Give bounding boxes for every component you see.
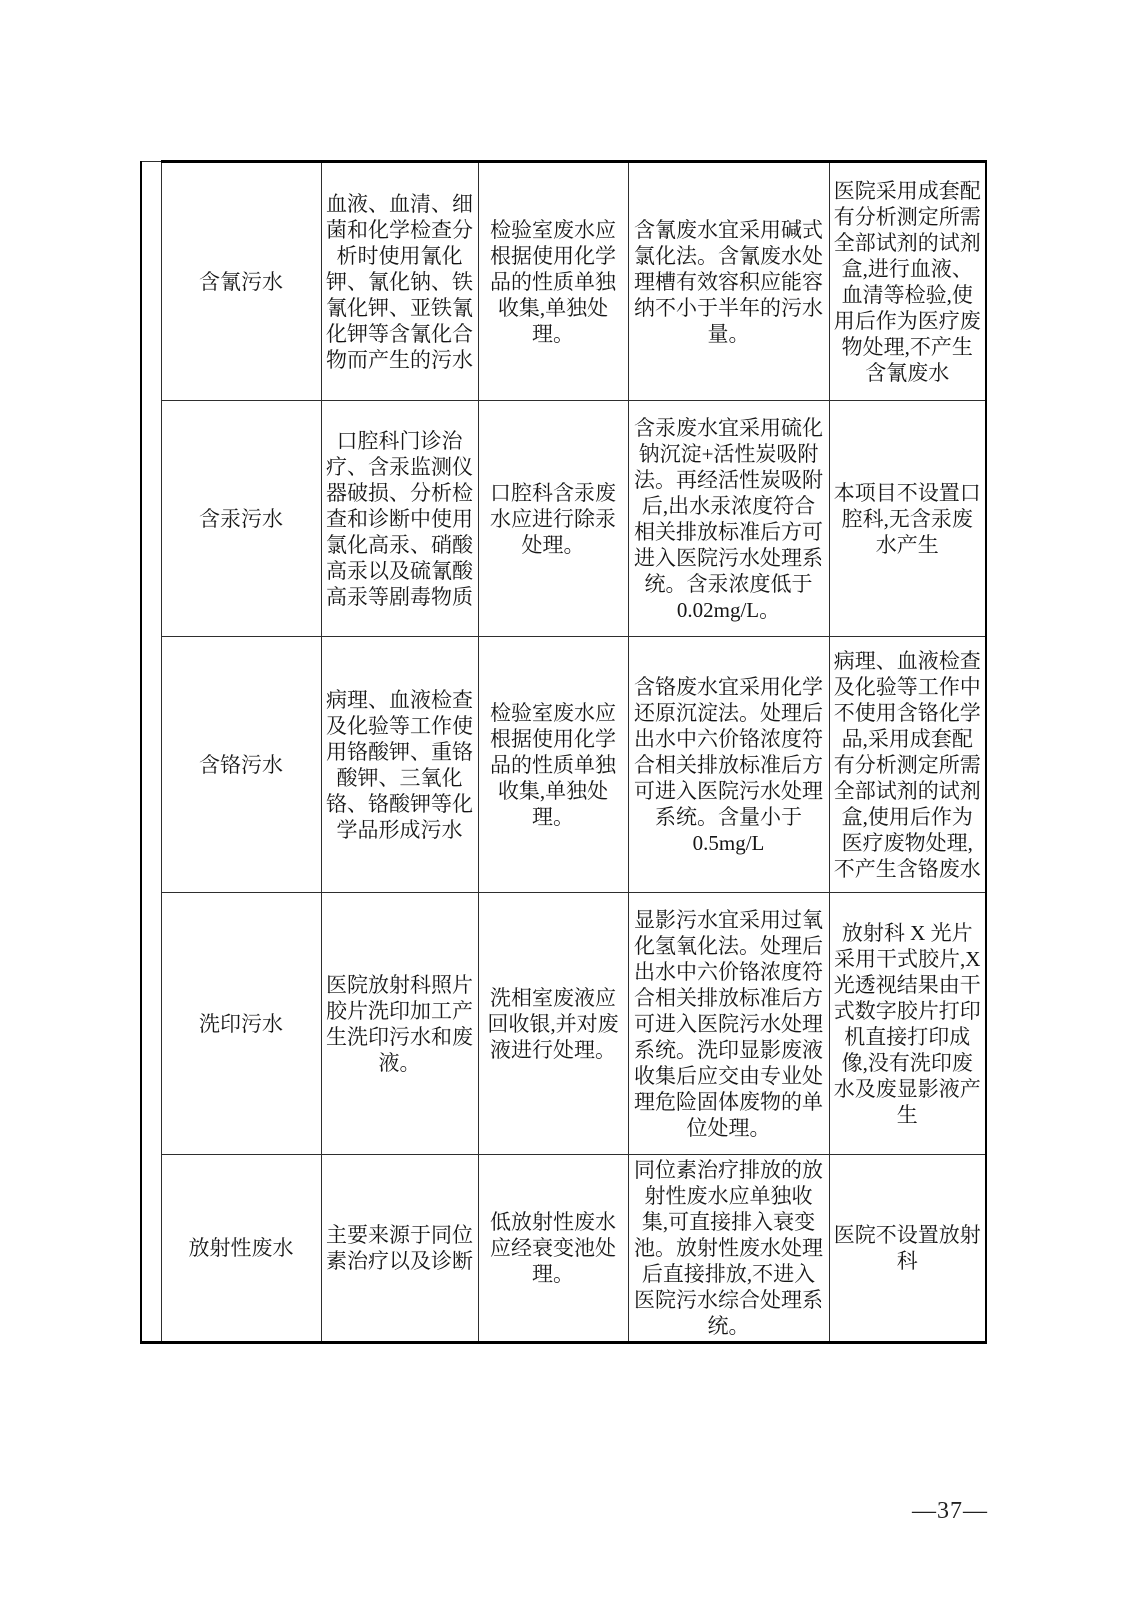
wastewater-table bbox=[140, 160, 987, 1344]
cell-project-note: 医院采用成套配有分析测定所需全部试剂的试剂盒,进行血液、血清等检验,使用后作为医疗废物处理,不产生含氰废水 bbox=[829, 162, 986, 401]
cell-treatment-requirement: 检验室废水应根据使用化学品的性质单独收集,单独处理。 bbox=[478, 162, 628, 401]
cell-treatment-requirement: 检验室废水应根据使用化学品的性质单独收集,单独处理。 bbox=[478, 637, 628, 893]
cell-project-note: 本项目不设置口腔科,无含汞废水产生 bbox=[829, 401, 986, 637]
cell-wastewater-type: 放射性废水 bbox=[161, 1155, 321, 1343]
cell-treatment-method: 含铬废水宜采用化学还原沉淀法。处理后出水中六价铬浓度符合相关排放标准后方可进入医院污水处理系统。含量小于 0.5mg/L bbox=[628, 637, 829, 893]
cell-project-note: 放射科 X 光片采用干式胶片,X 光透视结果由干式数字胶片打印机直接打印成像,没有洗印废水及废显影液产生 bbox=[829, 893, 986, 1155]
cell-wastewater-source: 主要来源于同位素治疗以及诊断 bbox=[321, 1155, 478, 1343]
cell-wastewater-source: 医院放射科照片胶片洗印加工产生洗印污水和废液。 bbox=[321, 893, 478, 1155]
cell-wastewater-type: 含铬污水 bbox=[161, 637, 321, 893]
continuation-spacer-cell bbox=[141, 162, 161, 1343]
cell-treatment-method: 同位素治疗排放的放射性废水应单独收集,可直接排入衰变池。放射性废水处理后直接排放,不进入医院污水综合处理系统。 bbox=[628, 1155, 829, 1343]
table-row bbox=[141, 401, 986, 637]
table-row bbox=[141, 637, 986, 893]
table-row bbox=[141, 162, 986, 401]
table-row bbox=[141, 1155, 986, 1343]
cell-treatment-method: 显影污水宜采用过氧化氢氧化法。处理后出水中六价铬浓度符合相关排放标准后方可进入医院污水处理系统。洗印显影废液收集后应交由专业处理危险固体废物的单位处理。 bbox=[628, 893, 829, 1155]
cell-treatment-requirement: 洗相室废液应回收银,并对废液进行处理。 bbox=[478, 893, 628, 1155]
cell-wastewater-source: 病理、血液检查及化验等工作使用铬酸钾、重铬酸钾、三氧化铬、铬酸钾等化学品形成污水 bbox=[321, 637, 478, 893]
cell-wastewater-source: 口腔科门诊治疗、含汞监测仪器破损、分析检查和诊断中使用氯化高汞、硝酸高汞以及硫氰酸高汞等剧毒物质 bbox=[321, 401, 478, 637]
cell-wastewater-type: 含氰污水 bbox=[161, 162, 321, 401]
cell-treatment-method: 含氰废水宜采用碱式氯化法。含氰废水处理槽有效容积应能容纳不小于半年的污水量。 bbox=[628, 162, 829, 401]
cell-project-note: 病理、血液检查及化验等工作中不使用含铬化学品,采用成套配有分析测定所需全部试剂的试剂盒,使用后作为医疗废物处理,不产生含铬废水 bbox=[829, 637, 986, 893]
cell-wastewater-source: 血液、血清、细菌和化学检查分析时使用氰化钾、氰化钠、铁氰化钾、亚铁氰化钾等含氰化合物而产生的污水 bbox=[321, 162, 478, 401]
cell-wastewater-type: 洗印污水 bbox=[161, 893, 321, 1155]
table-row bbox=[141, 893, 986, 1155]
cell-wastewater-type: 含汞污水 bbox=[161, 401, 321, 637]
cell-treatment-requirement: 口腔科含汞废水应进行除汞处理。 bbox=[478, 401, 628, 637]
cell-treatment-requirement: 低放射性废水应经衰变池处理。 bbox=[478, 1155, 628, 1343]
cell-treatment-method: 含汞废水宜采用硫化钠沉淀+活性炭吸附法。再经活性炭吸附后,出水汞浓度符合相关排放标准后方可进入医院污水处理系统。含汞浓度低于 0.02mg/L。 bbox=[628, 401, 829, 637]
page-number: —37— bbox=[912, 1498, 988, 1524]
cell-project-note: 医院不设置放射科 bbox=[829, 1155, 986, 1343]
